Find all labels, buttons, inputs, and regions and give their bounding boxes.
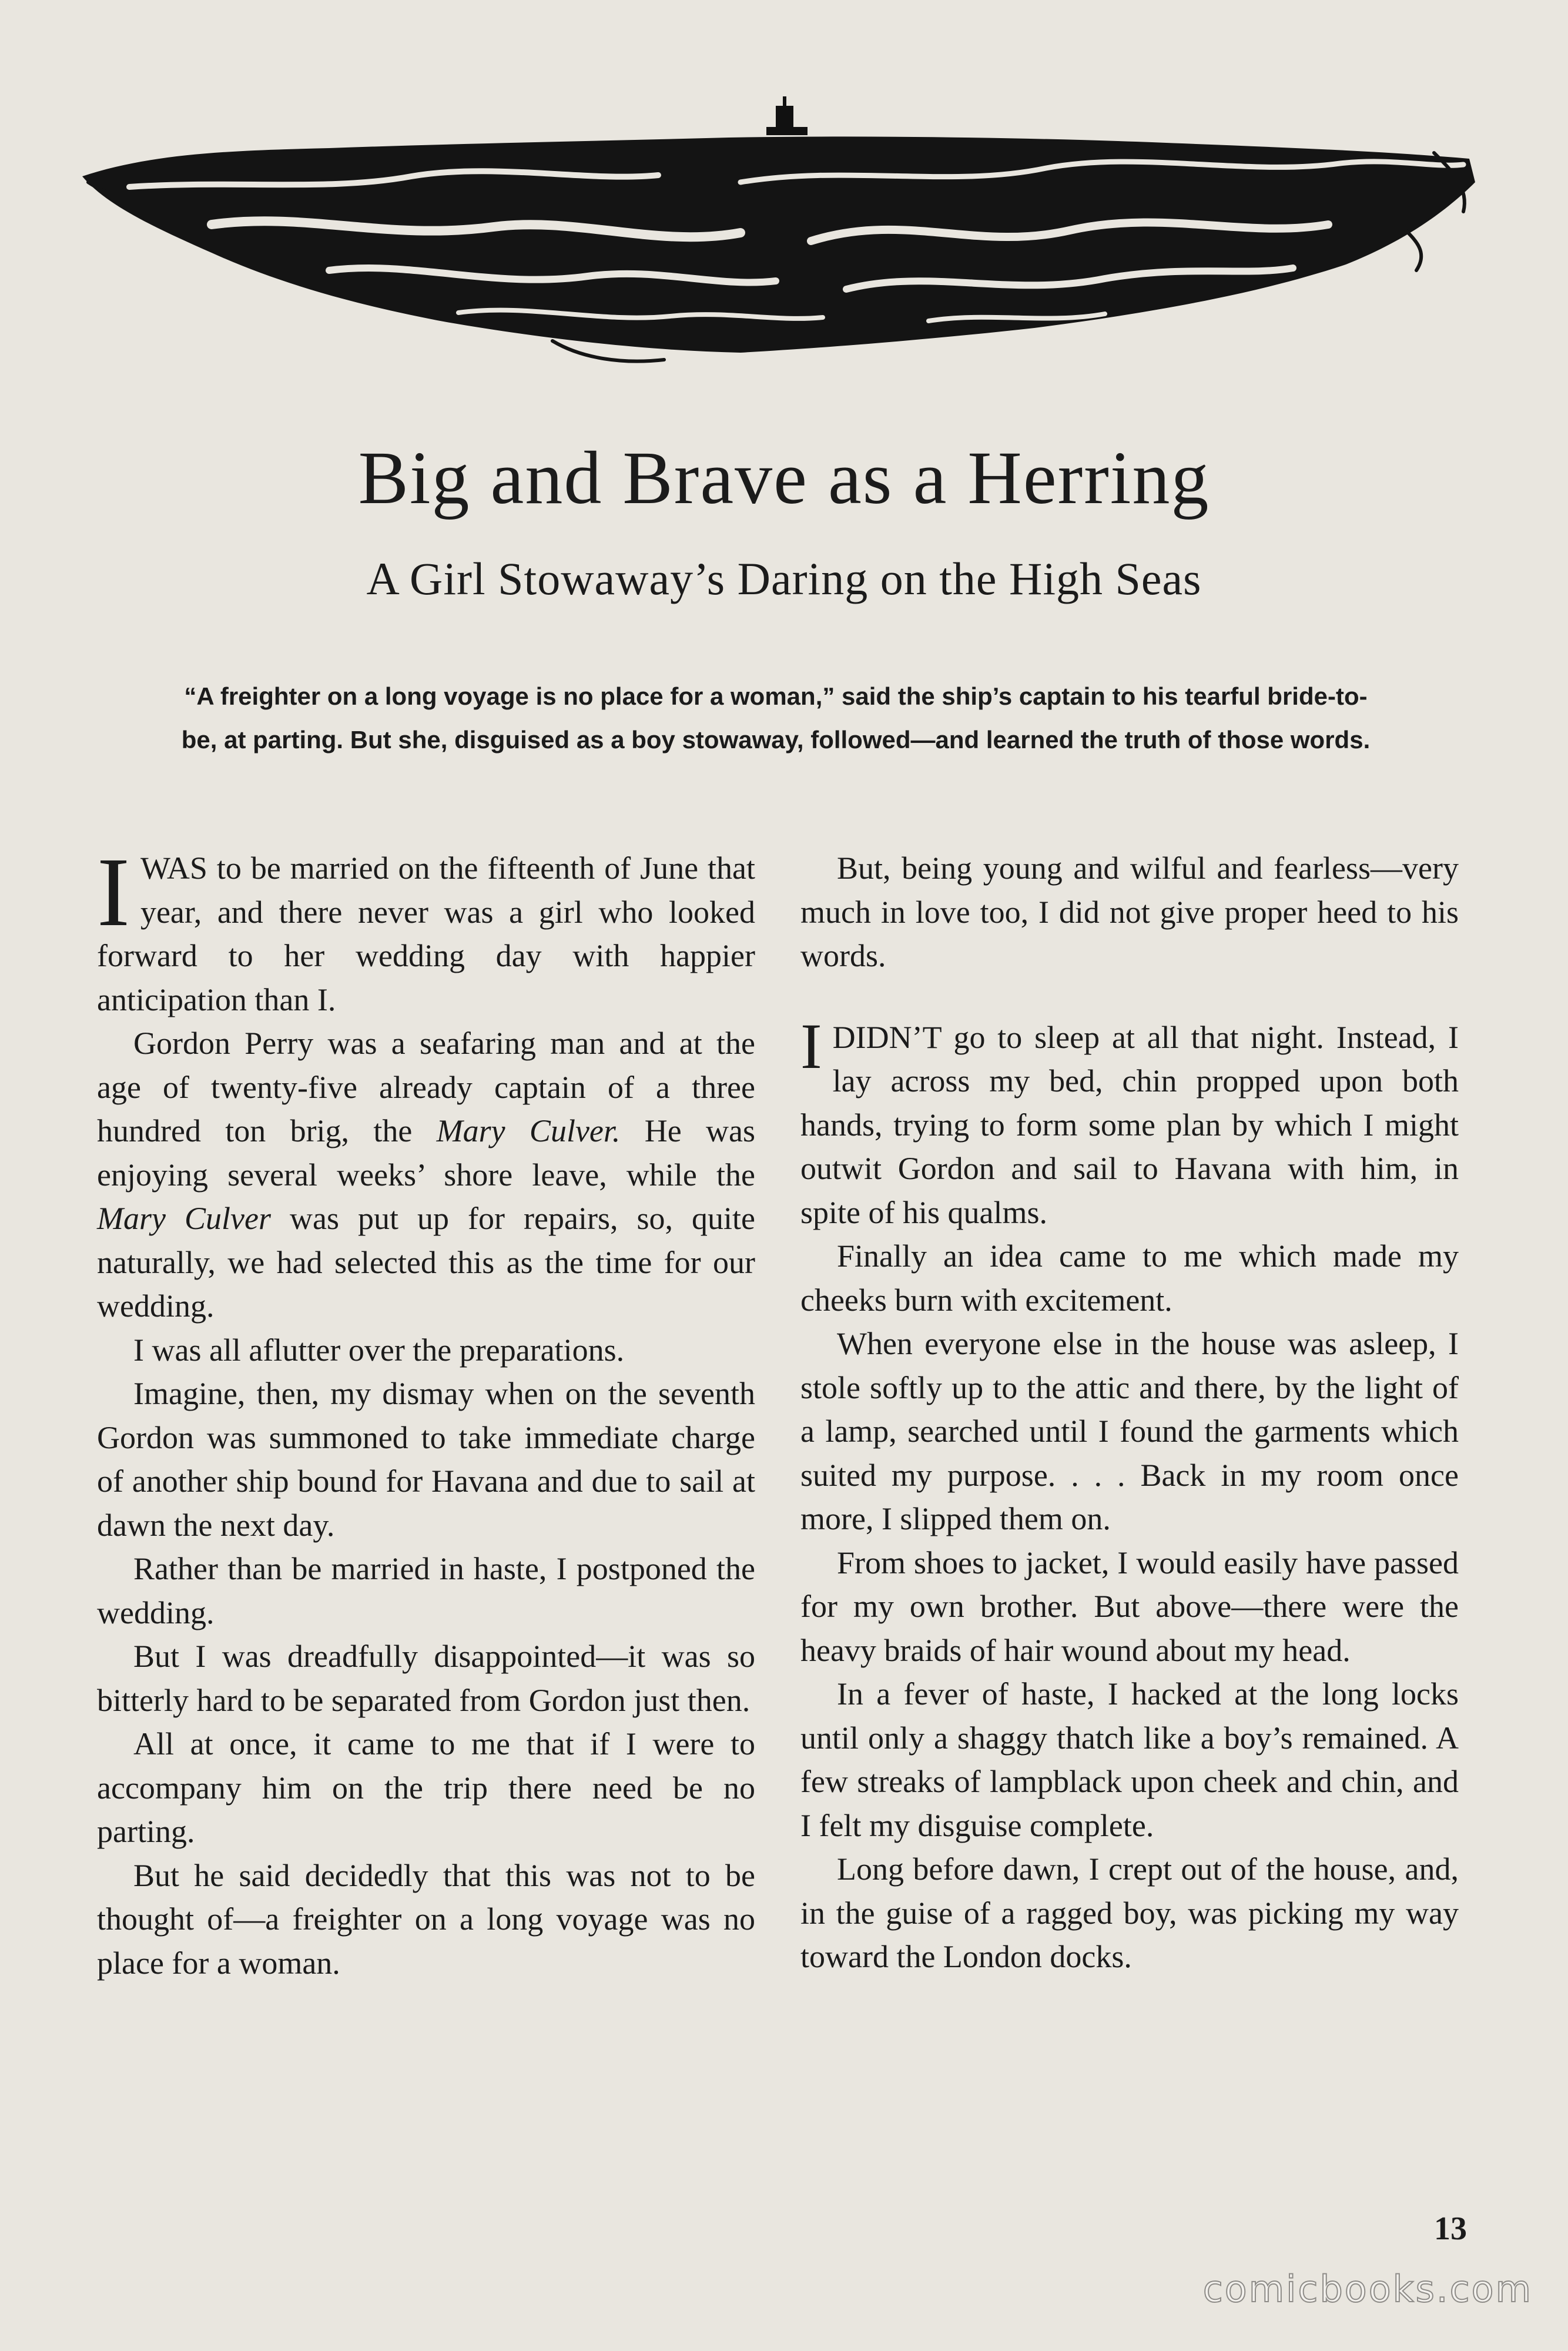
- paragraph: But I was dreadfully disappointed—it was so bitterly hard to be separated from Gordon just then.: [97, 1639, 755, 1718]
- ship-silhouette: [766, 96, 808, 135]
- paragraph-text: DIDN’T go to sleep at all that night. Instead, I lay across my bed, chin propped upon both hands, trying to form some plan by which I might outwit Gordon and sail to Havana with him, in spite of his qualms.: [800, 1019, 1459, 1230]
- drop-cap: I: [800, 1010, 822, 1082]
- paragraph: Imagine, then, my dismay when on the seventh Gordon was summoned to take immediate charge of another ship bound for Havana and due to sail at dawn the next day.: [97, 1376, 755, 1543]
- paragraph: But he said decidedly that this was not to be thought of—a freighter on a long voyage was no place for a woman.: [97, 1857, 755, 1981]
- right-column: [800, 846, 1459, 1979]
- ship-name: Mary Culver.: [436, 1113, 621, 1148]
- paragraph: I was all aflutter over the preparations.: [133, 1332, 625, 1368]
- left-column: [97, 838, 755, 1985]
- page-number: 13: [1434, 2211, 1467, 2247]
- paragraph: [97, 838, 755, 1022]
- paragraph: Finally an idea came to me which made my cheeks burn with excitement.: [800, 1238, 1459, 1318]
- paragraph: From shoes to jacket, I would easily have passed for my own brother. But above—there were the heavy braids of hair wound about my head.: [800, 1545, 1459, 1668]
- sea-illustration: [82, 94, 1481, 376]
- article-intro: “A freighter on a long voyage is no place for a woman,” said the ship’s captain to his tearful bride-to-be, at parting. But she, disguised as a boy stowaway, followed—and learned the truth of those words.: [181, 682, 1371, 753]
- paragraph: [97, 1022, 755, 1328]
- site-watermark: comicbooks.com: [1202, 2268, 1533, 2310]
- article-title: Big and Brave as a Herring: [358, 436, 1210, 520]
- paragraph-text: WAS to be married on the fifteenth of June that year, and there never was a girl who looked forward to her wedding day with happier anticipation than I.: [97, 850, 755, 1017]
- paragraph: When everyone else in the house was asleep, I stole softly up to the attic and there, by the light of a lamp, searched until I found the garments which suited my purpose. . . . Back in my room once more, I slipped them on.: [800, 1326, 1459, 1536]
- paragraph-text: Gordon Perry was a seafaring man and at the age of twenty-five already captain of a three hundred ton brig, the: [97, 1026, 755, 1148]
- paragraph: Rather than be married in haste, I postponed the wedding.: [97, 1551, 755, 1630]
- paragraph: All at once, it came to me that if I were to accompany him on the trip there need be no parting.: [97, 1726, 755, 1849]
- paragraph-text: He was enjoying several weeks’ shore leave, while the: [97, 1113, 755, 1193]
- article-subtitle: A Girl Stowaway’s Daring on the High Seas: [366, 553, 1202, 604]
- paragraph-text: was put up for repairs, so, quite naturally, we had selected this as the time for our wedding.: [97, 1201, 755, 1324]
- paragraph: In a fever of haste, I hacked at the long locks until only a shaggy thatch like a boy’s remained. A few streaks of lampblack upon cheek and chin, and I felt my disguise complete.: [800, 1676, 1459, 1843]
- paragraph: But, being young and wilful and fearless—very much in love too, I did not give proper heed to his words.: [800, 850, 1459, 973]
- paragraph: Long before dawn, I crept out of the house, and, in the guise of a ragged boy, was picking my way toward the London docks.: [800, 1851, 1459, 1974]
- drop-cap: I: [97, 838, 130, 947]
- ship-name: Mary Culver: [97, 1201, 271, 1236]
- paragraph: [800, 1010, 1459, 1235]
